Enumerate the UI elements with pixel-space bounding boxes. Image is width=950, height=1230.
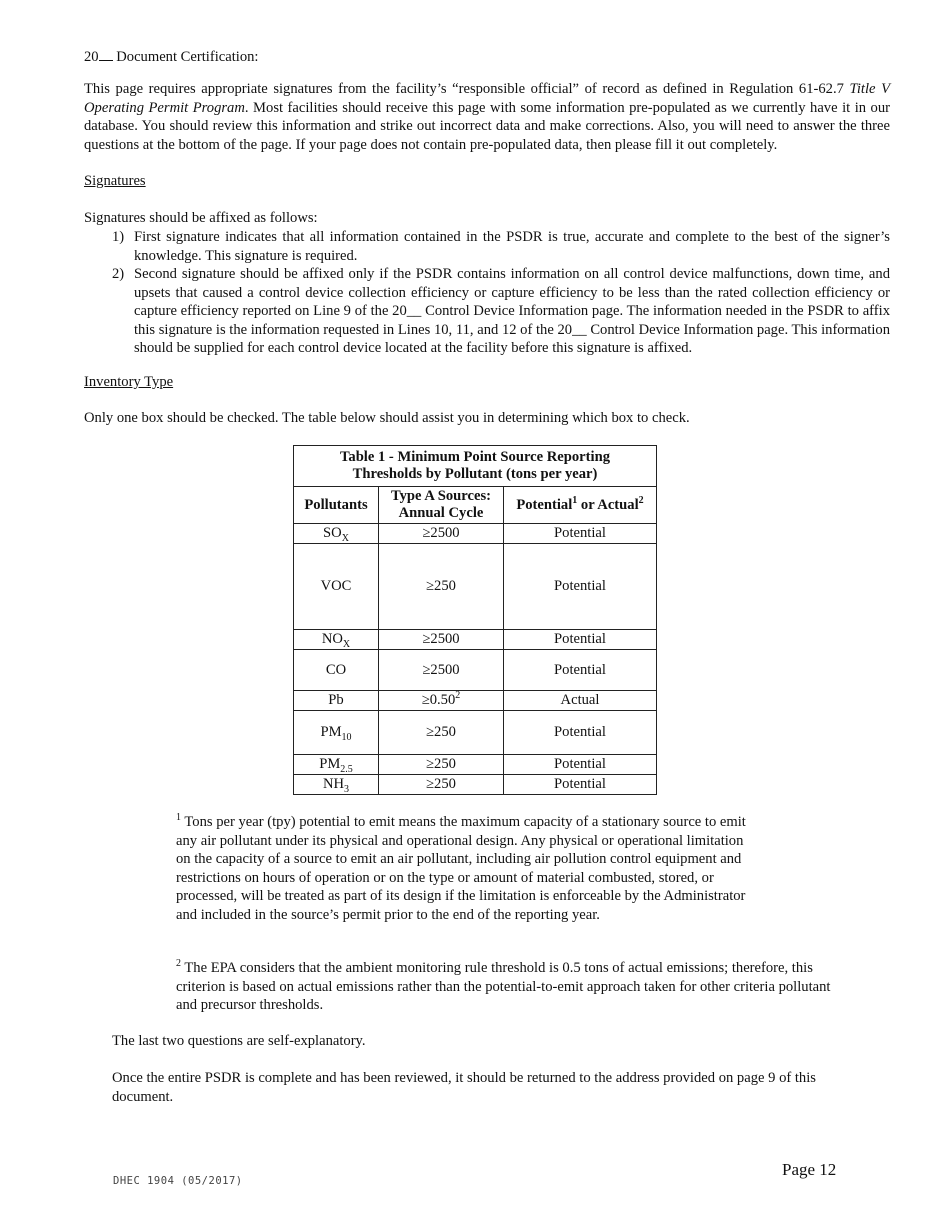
- pollutant-subscript: 10: [341, 731, 352, 743]
- table-row: [294, 691, 657, 711]
- type-cell: Actual: [504, 691, 657, 711]
- threshold-cell: [379, 755, 504, 775]
- closing-paragraph-2: Once the entire PSDR is complete and has been reviewed, it should be returned to the address provided on page 9 of this document.: [112, 1070, 816, 1105]
- intro-text-2: . Most facilities should receive this page with some information pre-populated as we currently have it in our database. You should review this information and strike out incorrect data and make corrections. Also, you will need to answer the three questions at the bottom of the page. If your page does not contain pre-populated data, then please fill it out completely.: [84, 99, 891, 153]
- pollutant-name: PM: [319, 756, 341, 772]
- title-text: Document Certification:: [112, 49, 259, 65]
- pollutant-name: CO: [325, 661, 347, 678]
- list-item-text: First signature indicates that all information contained in the PSDR is true, accurate and complete to the best of the signer’s knowledge. This signature is required.: [134, 229, 890, 264]
- footnote-mark: 1: [572, 494, 578, 506]
- table-caption: Table 1 - Minimum Point Source Reporting Thresholds by Pollutant (tons per year): [294, 446, 657, 487]
- type-cell: Potential: [504, 711, 657, 755]
- list-number: 2): [112, 266, 125, 282]
- pollutant-cell: [294, 650, 379, 691]
- threshold-value: ≥2500: [422, 631, 460, 647]
- intro-text-1: This page requires appropriate signatures from the facility’s “responsible official” of record as defined in Regulation 61-62.7: [84, 81, 850, 97]
- pollutant-subscript: X: [341, 532, 349, 544]
- pollutant-name: PM: [320, 724, 342, 740]
- inventory-type-text: Only one box should be checked. The table below should assist you in determining which box to check.: [84, 410, 690, 426]
- signature-item-1: [84, 228, 890, 265]
- footnote-text: The EPA considers that the ambient monitoring rule threshold is 0.5 tons of actual emissions; therefore, this criterion is based on actual emissions rather than the potential-to-emit approach taken for other criteria pollutant and precursor thresholds.: [176, 960, 831, 1013]
- header-potential-actual: [504, 487, 657, 524]
- threshold-value: ≥2500: [422, 525, 460, 541]
- pollutant-name: Pb: [328, 692, 344, 708]
- threshold-cell: [379, 775, 504, 795]
- threshold-cell: [379, 650, 504, 691]
- footnote-mark: 2: [638, 494, 644, 506]
- threshold-value: ≥250: [426, 578, 456, 594]
- threshold-cell: [379, 630, 504, 650]
- type-cell: Potential: [504, 544, 657, 630]
- threshold-value: ≥0.50: [421, 692, 456, 708]
- footnote-mark: 2: [176, 958, 181, 970]
- threshold-value: ≥250: [426, 776, 456, 792]
- intro-regulation-title: Title V Operating Permit Program: [84, 81, 890, 116]
- header-pollutants: Pollutants: [294, 487, 379, 524]
- pollutant-cell: [294, 524, 379, 544]
- signatures-heading: Signatures: [84, 173, 146, 189]
- pollutant-name: NH: [322, 776, 345, 792]
- table-row: [294, 524, 657, 544]
- pollutant-name: NO: [321, 631, 343, 647]
- page-title: [84, 47, 259, 67]
- list-number: 1): [112, 229, 125, 245]
- threshold-cell: [379, 711, 504, 755]
- pollutant-name: SO: [323, 525, 342, 541]
- threshold-value: ≥250: [426, 756, 456, 772]
- pollutant-cell: [294, 755, 379, 775]
- type-cell: Potential: [504, 775, 657, 795]
- pollutant-cell: [294, 711, 379, 755]
- type-cell: Potential: [504, 650, 657, 691]
- table-row: [294, 650, 657, 691]
- table-row: [294, 630, 657, 650]
- page-number: Page 12: [782, 1160, 837, 1179]
- pollutant-cell: [294, 775, 379, 795]
- intro-paragraph: [84, 80, 890, 154]
- reporting-thresholds-table: [293, 445, 657, 795]
- table-row: [294, 544, 657, 630]
- signature-item-2: [84, 265, 890, 358]
- title-year-prefix: 20: [84, 49, 99, 65]
- closing-paragraph-1: The last two questions are self-explanatory.: [112, 1033, 366, 1049]
- table-row: [294, 775, 657, 795]
- table-row: [294, 755, 657, 775]
- threshold-cell: [379, 524, 504, 544]
- header-actual-text: or Actual: [577, 496, 639, 513]
- footnote-mark: 2: [455, 690, 461, 702]
- signatures-list: [84, 228, 890, 358]
- header-type-a: Type A Sources: Annual Cycle: [379, 487, 504, 524]
- form-code: DHEC 1904 (05/2017): [113, 1175, 243, 1187]
- threshold-value: ≥2500: [422, 661, 460, 678]
- pollutant-cell: [294, 630, 379, 650]
- type-cell: Potential: [504, 755, 657, 775]
- header-potential-text: Potential: [516, 496, 573, 513]
- footnote-text: Tons per year (tpy) potential to emit means the maximum capacity of a stationary source to emit any air pollutant under its physical and operational design. Any physical or operational limitation on the capacity of a source to emit an air pollutant, including air pollution control equipment and restrictions on hours of operation or on the type or amount of material combusted, stored, or processed, will be treated as part of its design if the limitation is enforceable by the Administrator and included in the source’s permit prior to the end of the reporting year.: [176, 814, 746, 923]
- pollutant-subscript: X: [342, 638, 351, 650]
- threshold-value: ≥250: [426, 724, 456, 740]
- pollutant-name: VOC: [320, 578, 352, 594]
- inventory-type-heading: Inventory Type: [84, 374, 174, 390]
- type-cell: Potential: [504, 524, 657, 544]
- pollutant-cell: [294, 544, 379, 630]
- footnote-mark: 1: [176, 812, 181, 824]
- footnote-2: [176, 959, 840, 1015]
- footnote-1: [176, 813, 759, 924]
- signatures-intro: Signatures should be affixed as follows:: [84, 210, 318, 226]
- threshold-cell: [379, 544, 504, 630]
- table-row: [294, 711, 657, 755]
- list-item-text: Second signature should be affixed only if the PSDR contains information on all control device malfunctions, down time, and upsets that caused a control device collection efficiency or capture efficiency to be less than the rated collection efficiency or capture efficiency reported on Line 9 of the 20__ Control Device Information page. The information needed in the PSDR to affix this signature is the information requested in Lines 10, 11, and 12 of the 20__ Control Device Information page. This information should be supplied for each control device located at the facility before this signature is affixed.: [134, 266, 890, 356]
- year-blank: [99, 47, 113, 61]
- pollutant-cell: [294, 691, 379, 711]
- pollutant-subscript: 3: [344, 783, 350, 795]
- pollutant-subscript: 2.5: [340, 763, 353, 775]
- threshold-cell: [379, 691, 504, 711]
- type-cell: Potential: [504, 630, 657, 650]
